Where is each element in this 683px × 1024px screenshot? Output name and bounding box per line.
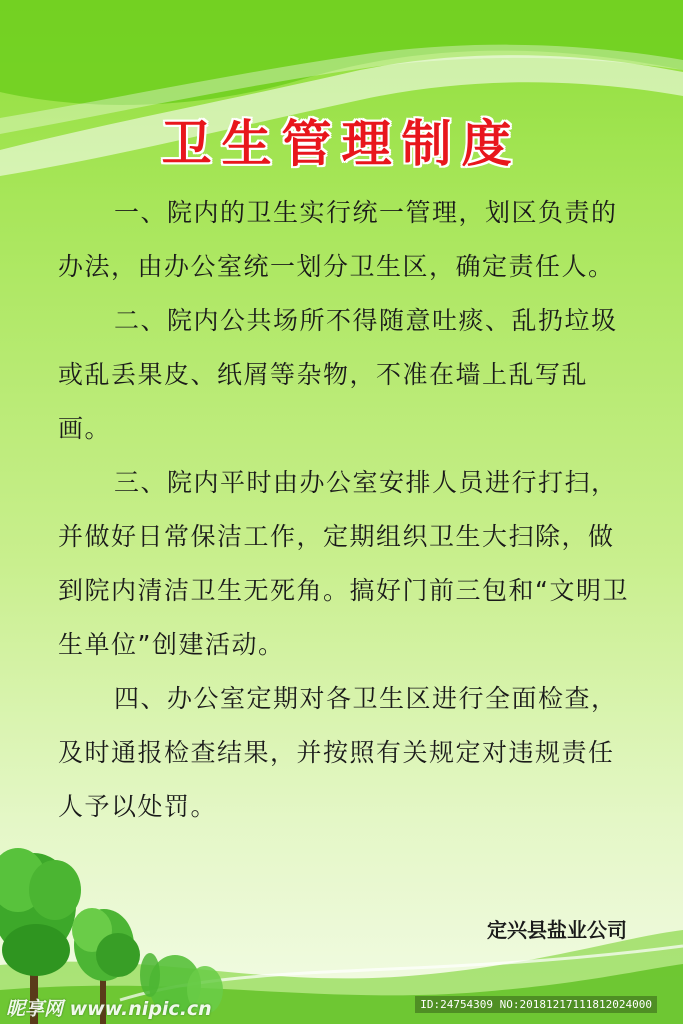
regulation-body	[58, 186, 630, 834]
paragraph-1: 一、院内的卫生实行统一管理，划区负责的办法，由办公室统一划分卫生区，确定责任人。	[58, 198, 618, 281]
paragraph-3: 三、院内平时由办公室安排人员进行打扫，并做好日常保洁工作，定期组织卫生大扫除，做到院内清洁卫生无死角。搞好门前三包和“文明卫生单位”创建活动。	[58, 468, 629, 659]
watermark-id: ID:24754309 NO:20181217111812024000	[415, 996, 657, 1013]
paragraph-2: 二、院内公共场所不得随意吐痰、乱扔垃圾或乱丢果皮、纸屑等杂物，不准在墙上乱写乱画。	[58, 306, 618, 443]
paragraph-4: 四、办公室定期对各卫生区进行全面检查，及时通报检查结果，并按照有关规定对违规责任人予以处罚。	[58, 684, 618, 821]
watermark-logo: 昵享网 www.nipic.cn	[6, 998, 212, 1020]
company-name: 定兴县盐业公司	[487, 918, 627, 942]
page-title: 卫生管理制度	[161, 115, 522, 173]
